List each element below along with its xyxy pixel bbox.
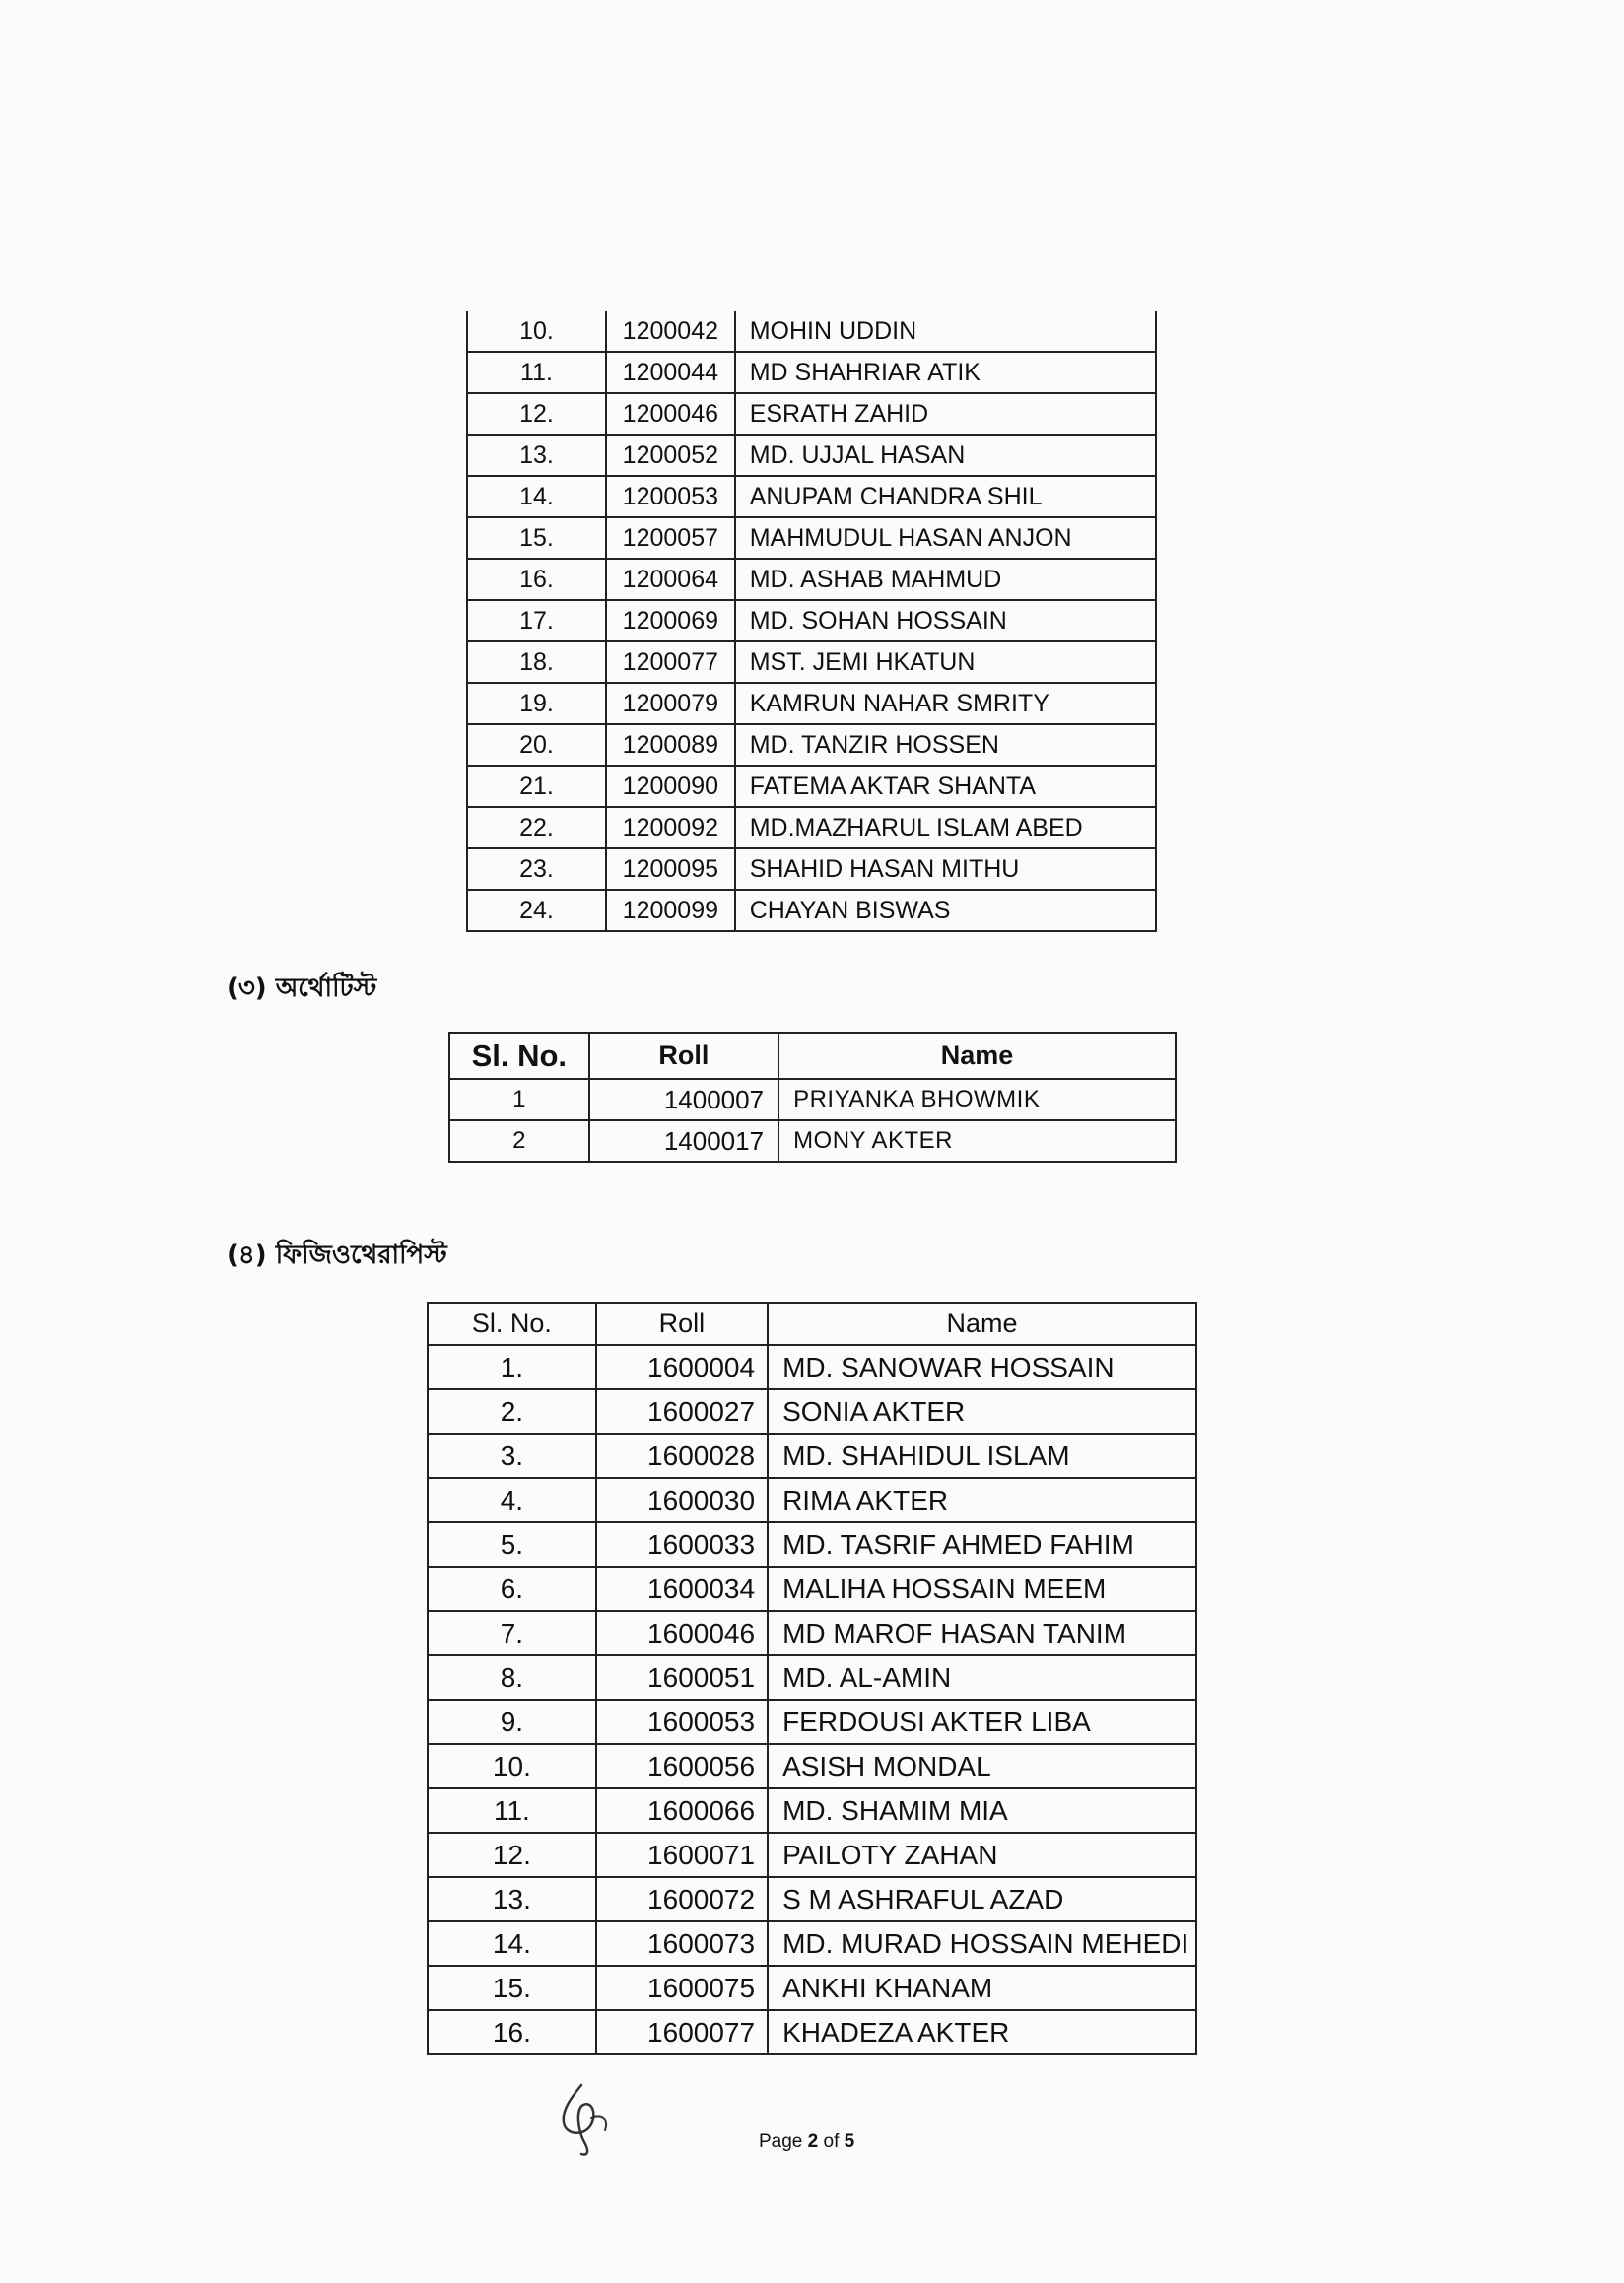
table-row bbox=[428, 1700, 1196, 1744]
name-cell: S M ASHRAFUL AZAD bbox=[768, 1877, 1196, 1921]
table-row bbox=[467, 807, 1156, 848]
table-row bbox=[428, 1655, 1196, 1700]
sl-cell: 5. bbox=[428, 1522, 596, 1567]
current-page-number: 2 bbox=[807, 2131, 819, 2152]
sl-cell: 11. bbox=[428, 1788, 596, 1833]
roll-cell: 1200064 bbox=[606, 559, 735, 600]
sl-cell: 1 bbox=[449, 1079, 589, 1120]
roll-cell: 1200044 bbox=[606, 352, 735, 393]
name-header: Name bbox=[768, 1303, 1196, 1345]
name-cell: MD. SHAHIDUL ISLAM bbox=[768, 1434, 1196, 1478]
table-row bbox=[467, 600, 1156, 641]
name-cell: MD. UJJAL HASAN bbox=[735, 435, 1156, 476]
roll-cell: 1600030 bbox=[596, 1478, 768, 1522]
table-row bbox=[428, 1434, 1196, 1478]
roll-cell: 1200042 bbox=[606, 311, 735, 352]
table-row bbox=[428, 1345, 1196, 1389]
section-4-heading: (৪) ফিজিওথেরাপিস্ট bbox=[227, 1241, 447, 1270]
table-row bbox=[467, 724, 1156, 766]
sl-cell: 18. bbox=[467, 641, 606, 683]
roll-cell: 1600028 bbox=[596, 1434, 768, 1478]
roll-cell: 1200095 bbox=[606, 848, 735, 890]
roll-cell: 1600075 bbox=[596, 1966, 768, 2010]
table-row bbox=[428, 1478, 1196, 1522]
sl-cell: 13. bbox=[467, 435, 606, 476]
roll-cell: 1200092 bbox=[606, 807, 735, 848]
page-footer bbox=[759, 2131, 854, 2153]
roll-header: Roll bbox=[596, 1303, 768, 1345]
sl-cell: 14. bbox=[467, 476, 606, 517]
sl-cell: 15. bbox=[428, 1966, 596, 2010]
roll-cell: 1200052 bbox=[606, 435, 735, 476]
name-cell: ANKHI KHANAM bbox=[768, 1966, 1196, 2010]
handwritten-initial-signature bbox=[552, 2079, 621, 2158]
name-cell: PAILOTY ZAHAN bbox=[768, 1833, 1196, 1877]
table-header-row bbox=[428, 1303, 1196, 1345]
name-cell: MD. TASRIF AHMED FAHIM bbox=[768, 1522, 1196, 1567]
roll-cell: 1600034 bbox=[596, 1567, 768, 1611]
table-row bbox=[428, 1877, 1196, 1921]
table-row bbox=[449, 1079, 1176, 1120]
sl-cell: 9. bbox=[428, 1700, 596, 1744]
table-row bbox=[449, 1120, 1176, 1162]
table-row bbox=[467, 435, 1156, 476]
name-cell: PRIYANKA BHOWMIK bbox=[778, 1079, 1176, 1120]
page-label: Page bbox=[759, 2131, 808, 2152]
table-row bbox=[428, 1611, 1196, 1655]
sl-cell: 23. bbox=[467, 848, 606, 890]
table-row bbox=[428, 1389, 1196, 1434]
name-cell: MD. TANZIR HOSSEN bbox=[735, 724, 1156, 766]
sl-cell: 10. bbox=[467, 311, 606, 352]
sl-cell: 3. bbox=[428, 1434, 596, 1478]
sl-no-header: Sl. No. bbox=[428, 1303, 596, 1345]
roll-cell: 1400017 bbox=[589, 1120, 778, 1162]
table-row bbox=[428, 2010, 1196, 2054]
sl-cell: 11. bbox=[467, 352, 606, 393]
name-cell: MD. AL-AMIN bbox=[768, 1655, 1196, 1700]
roll-cell: 1200053 bbox=[606, 476, 735, 517]
roll-cell: 1200099 bbox=[606, 890, 735, 931]
roll-cell: 1200079 bbox=[606, 683, 735, 724]
table-row bbox=[428, 1966, 1196, 2010]
section-3-heading: (৩) অর্থোটিস্ট bbox=[227, 974, 377, 1003]
name-cell: ASISH MONDAL bbox=[768, 1744, 1196, 1788]
sl-cell: 17. bbox=[467, 600, 606, 641]
sl-cell: 8. bbox=[428, 1655, 596, 1700]
name-cell: CHAYAN BISWAS bbox=[735, 890, 1156, 931]
table-row bbox=[467, 311, 1156, 352]
name-cell: KHADEZA AKTER bbox=[768, 2010, 1196, 2054]
table-row bbox=[467, 890, 1156, 931]
sl-cell: 16. bbox=[467, 559, 606, 600]
table-row bbox=[467, 559, 1156, 600]
name-cell: ESRATH ZAHID bbox=[735, 393, 1156, 435]
table-row bbox=[428, 1567, 1196, 1611]
continued-merit-table bbox=[466, 311, 1157, 932]
table-row bbox=[428, 1522, 1196, 1567]
name-cell: MD. SANOWAR HOSSAIN bbox=[768, 1345, 1196, 1389]
name-header: Name bbox=[778, 1033, 1176, 1079]
roll-cell: 1600077 bbox=[596, 2010, 768, 2054]
roll-cell: 1200089 bbox=[606, 724, 735, 766]
table-header-row bbox=[449, 1033, 1176, 1079]
table-row bbox=[467, 352, 1156, 393]
name-cell: MD SHAHRIAR ATIK bbox=[735, 352, 1156, 393]
sl-no-header: Sl. No. bbox=[449, 1033, 589, 1079]
name-cell: MD. ASHAB MAHMUD bbox=[735, 559, 1156, 600]
roll-cell: 1600051 bbox=[596, 1655, 768, 1700]
sl-cell: 6. bbox=[428, 1567, 596, 1611]
table-row bbox=[467, 393, 1156, 435]
sl-cell: 15. bbox=[467, 517, 606, 559]
roll-cell: 1200057 bbox=[606, 517, 735, 559]
sl-cell: 13. bbox=[428, 1877, 596, 1921]
name-cell: MD. MURAD HOSSAIN MEHEDI bbox=[768, 1921, 1196, 1966]
roll-cell: 1600056 bbox=[596, 1744, 768, 1788]
table-row bbox=[467, 641, 1156, 683]
name-cell: ANUPAM CHANDRA SHIL bbox=[735, 476, 1156, 517]
roll-cell: 1600004 bbox=[596, 1345, 768, 1389]
name-cell: MST. JEMI HKATUN bbox=[735, 641, 1156, 683]
roll-cell: 1400007 bbox=[589, 1079, 778, 1120]
sl-cell: 16. bbox=[428, 2010, 596, 2054]
physiotherapist-table-body bbox=[428, 1345, 1196, 2054]
total-pages-number: 5 bbox=[844, 2131, 855, 2152]
page-of-label: of bbox=[818, 2131, 845, 2152]
sl-cell: 2. bbox=[428, 1389, 596, 1434]
name-cell: MALIHA HOSSAIN MEEM bbox=[768, 1567, 1196, 1611]
name-cell: MD. SOHAN HOSSAIN bbox=[735, 600, 1156, 641]
sl-cell: 12. bbox=[428, 1833, 596, 1877]
table-row bbox=[428, 1833, 1196, 1877]
sl-cell: 1. bbox=[428, 1345, 596, 1389]
table-row bbox=[428, 1788, 1196, 1833]
roll-cell: 1200069 bbox=[606, 600, 735, 641]
name-cell: KAMRUN NAHAR SMRITY bbox=[735, 683, 1156, 724]
sl-cell: 20. bbox=[467, 724, 606, 766]
name-cell: SONIA AKTER bbox=[768, 1389, 1196, 1434]
roll-cell: 1600073 bbox=[596, 1921, 768, 1966]
sl-cell: 7. bbox=[428, 1611, 596, 1655]
name-cell: FERDOUSI AKTER LIBA bbox=[768, 1700, 1196, 1744]
table-row bbox=[467, 766, 1156, 807]
sl-cell: 21. bbox=[467, 766, 606, 807]
table-row bbox=[467, 848, 1156, 890]
roll-cell: 1200046 bbox=[606, 393, 735, 435]
table-row bbox=[467, 476, 1156, 517]
sl-cell: 10. bbox=[428, 1744, 596, 1788]
roll-cell: 1200077 bbox=[606, 641, 735, 683]
name-cell: FATEMA AKTAR SHANTA bbox=[735, 766, 1156, 807]
roll-cell: 1600071 bbox=[596, 1833, 768, 1877]
orthotist-table bbox=[448, 1032, 1177, 1163]
sl-cell: 22. bbox=[467, 807, 606, 848]
name-cell: MAHMUDUL HASAN ANJON bbox=[735, 517, 1156, 559]
sl-cell: 24. bbox=[467, 890, 606, 931]
roll-cell: 1600033 bbox=[596, 1522, 768, 1567]
sl-cell: 19. bbox=[467, 683, 606, 724]
sl-cell: 2 bbox=[449, 1120, 589, 1162]
name-cell: MONY AKTER bbox=[778, 1120, 1176, 1162]
table-row bbox=[467, 683, 1156, 724]
name-cell: MD. SHAMIM MIA bbox=[768, 1788, 1196, 1833]
roll-cell: 1600072 bbox=[596, 1877, 768, 1921]
continued-merit-table-body bbox=[467, 311, 1156, 931]
name-cell: RIMA AKTER bbox=[768, 1478, 1196, 1522]
sl-cell: 14. bbox=[428, 1921, 596, 1966]
table-row bbox=[428, 1744, 1196, 1788]
roll-cell: 1600066 bbox=[596, 1788, 768, 1833]
orthotist-table-body bbox=[449, 1079, 1176, 1162]
physiotherapist-table bbox=[427, 1302, 1197, 2055]
table-row bbox=[428, 1921, 1196, 1966]
name-cell: MD.MAZHARUL ISLAM ABED bbox=[735, 807, 1156, 848]
sl-cell: 4. bbox=[428, 1478, 596, 1522]
roll-cell: 1600053 bbox=[596, 1700, 768, 1744]
roll-cell: 1600027 bbox=[596, 1389, 768, 1434]
name-cell: MOHIN UDDIN bbox=[735, 311, 1156, 352]
table-row bbox=[467, 517, 1156, 559]
sl-cell: 12. bbox=[467, 393, 606, 435]
roll-cell: 1600046 bbox=[596, 1611, 768, 1655]
roll-header: Roll bbox=[589, 1033, 778, 1079]
name-cell: SHAHID HASAN MITHU bbox=[735, 848, 1156, 890]
name-cell: MD MAROF HASAN TANIM bbox=[768, 1611, 1196, 1655]
roll-cell: 1200090 bbox=[606, 766, 735, 807]
